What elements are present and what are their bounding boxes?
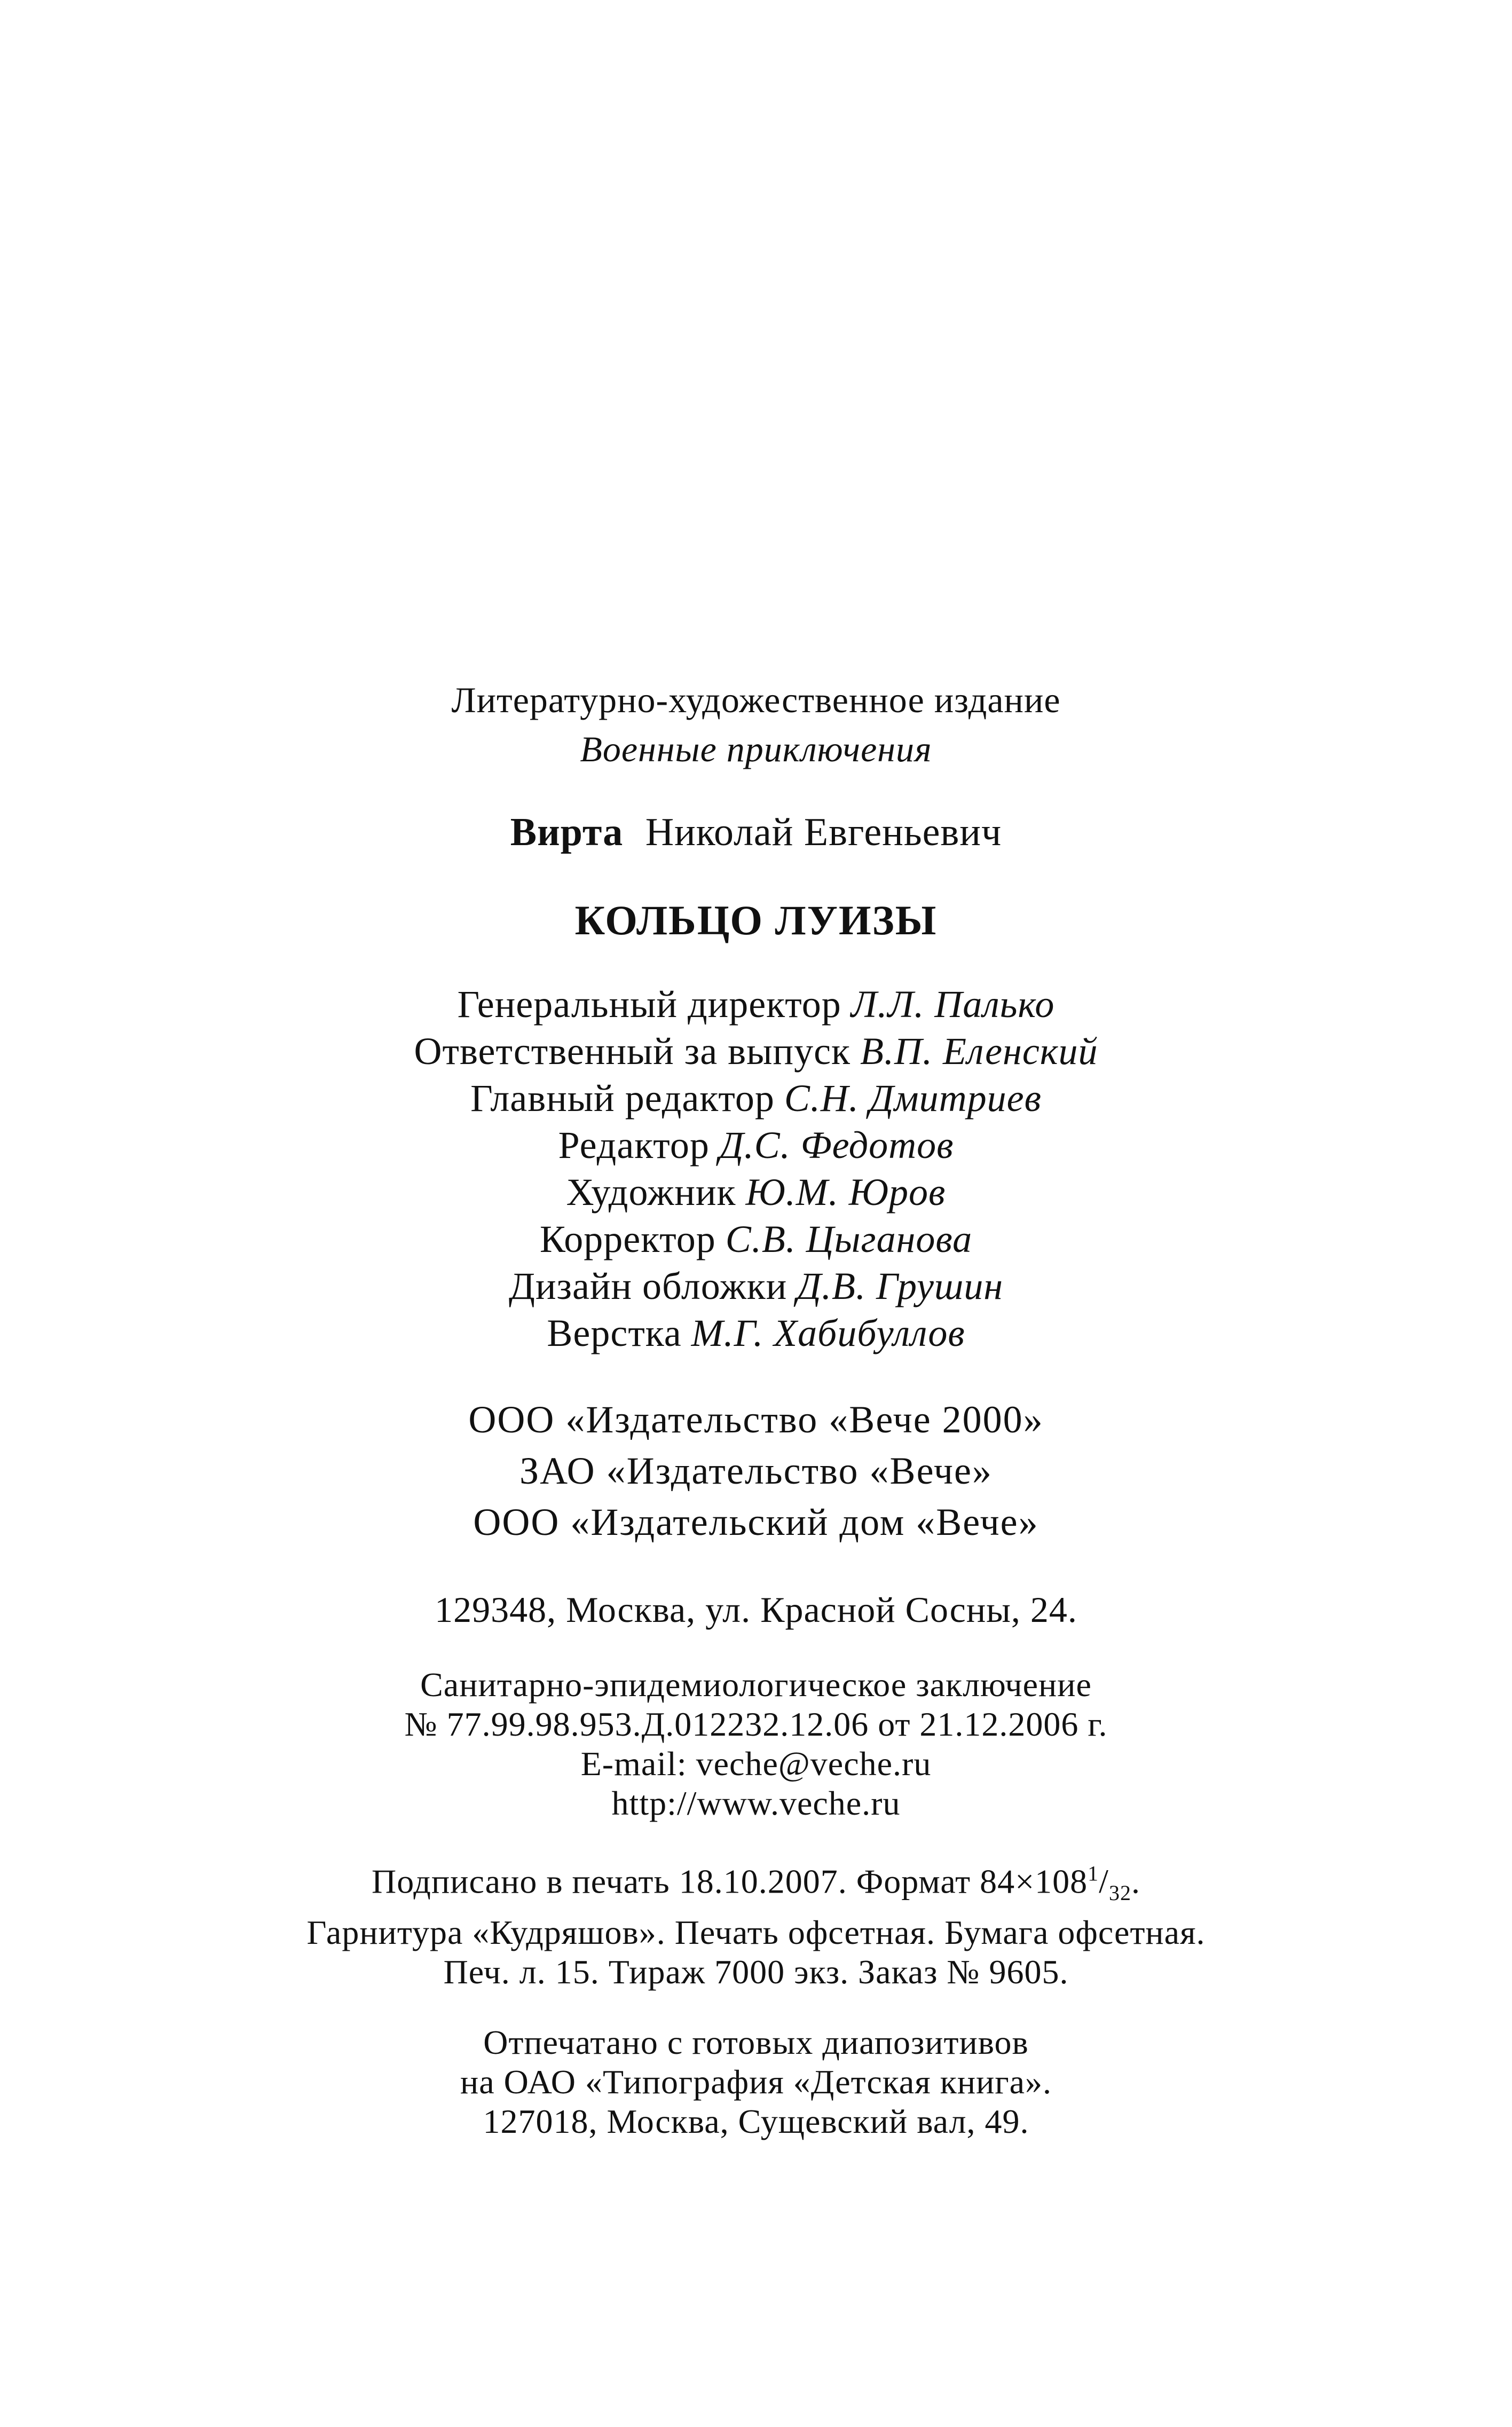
staff-line	[0, 1075, 1512, 1122]
staff-person: Д.В. Грушин	[797, 1265, 1004, 1307]
publisher-address: 129348, Москва, ул. Красной Сосны, 24.	[435, 1589, 1077, 1630]
staff-person: В.П. Еленский	[860, 1030, 1098, 1073]
sanitary-number: № 77.99.98.953.Д.012232.12.06 от 21.12.2006 г.	[404, 1705, 1108, 1743]
staff-line	[0, 1263, 1512, 1310]
typeface-info: Гарнитура «Кудряшов». Печать офсетная. Бумага офсетная.	[306, 1913, 1206, 1952]
staff-role: Ответственный за выпуск	[414, 1030, 851, 1073]
staff-person: Д.С. Федотов	[719, 1124, 954, 1167]
printer-line: на ОАО «Типография «Детская книга».	[460, 2063, 1052, 2101]
staff-line	[0, 1122, 1512, 1169]
sanitary-block	[0, 1665, 1512, 1823]
staff-line	[0, 981, 1512, 1028]
staff-role: Главный редактор	[470, 1077, 775, 1120]
staff-person: С.Н. Дмитриев	[784, 1077, 1042, 1120]
print-run-info: Печ. л. 15. Тираж 7000 экз. Заказ № 9605.	[443, 1953, 1069, 1991]
printer-block	[0, 2023, 1512, 2141]
signed-text: Подписано в печать 18.10.2007. Формат 84×108	[372, 1862, 1088, 1901]
edition-type: Литературно-художественное издание	[451, 680, 1061, 720]
publisher-name: ООО «Издательский дом «Вече»	[473, 1501, 1039, 1543]
staff-person: С.В. Цыганова	[725, 1218, 973, 1260]
printer-line: Отпечатано с готовых диапозитивов	[483, 2023, 1029, 2062]
format-denominator: 32	[1108, 1881, 1131, 1905]
signed-suffix: .	[1131, 1862, 1140, 1901]
publishers-list	[0, 1394, 1512, 1548]
author-surname: Вирта	[510, 810, 624, 854]
staff-role: Генеральный директор	[457, 983, 841, 1026]
staff-person: Л.Л. Палько	[850, 983, 1055, 1026]
staff-role: Дизайн обложки	[508, 1265, 788, 1307]
staff-list	[0, 981, 1512, 1357]
staff-line	[0, 1169, 1512, 1216]
imprint-block	[0, 675, 1512, 2141]
print-info-block	[0, 1854, 1512, 1992]
staff-role: Верстка	[547, 1312, 682, 1354]
format-numerator: 1	[1088, 1862, 1099, 1886]
email-text: E-mail: veche@veche.ru	[580, 1745, 932, 1783]
staff-line	[0, 1310, 1512, 1357]
staff-person: Ю.М. Юров	[745, 1171, 946, 1214]
format-fraction: $^1/_{32}$	[1088, 1862, 1131, 1905]
author-line	[0, 805, 1512, 860]
staff-line	[0, 1028, 1512, 1075]
staff-role: Корректор	[539, 1218, 716, 1260]
sanitary-title: Санитарно-эпидемиологическое заключение	[420, 1666, 1092, 1704]
staff-role: Художник	[566, 1171, 736, 1214]
publisher-name: ООО «Издательство «Вече 2000»	[468, 1398, 1044, 1441]
publisher-name: ЗАО «Издательство «Вече»	[519, 1449, 993, 1492]
printer-line: 127018, Москва, Сущевский вал, 49.	[483, 2102, 1029, 2141]
author-given-names: Николай Евгеньевич	[645, 810, 1002, 854]
series-name: Военные приключения	[580, 729, 932, 769]
staff-line	[0, 1216, 1512, 1263]
staff-role: Редактор	[558, 1124, 710, 1167]
staff-person: М.Г. Хабибуллов	[691, 1312, 965, 1354]
signed-for-print	[0, 1854, 1512, 1913]
book-title: КОЛЬЦО ЛУИЗЫ	[574, 897, 938, 943]
website-url: http://www.veche.ru	[611, 1784, 901, 1822]
